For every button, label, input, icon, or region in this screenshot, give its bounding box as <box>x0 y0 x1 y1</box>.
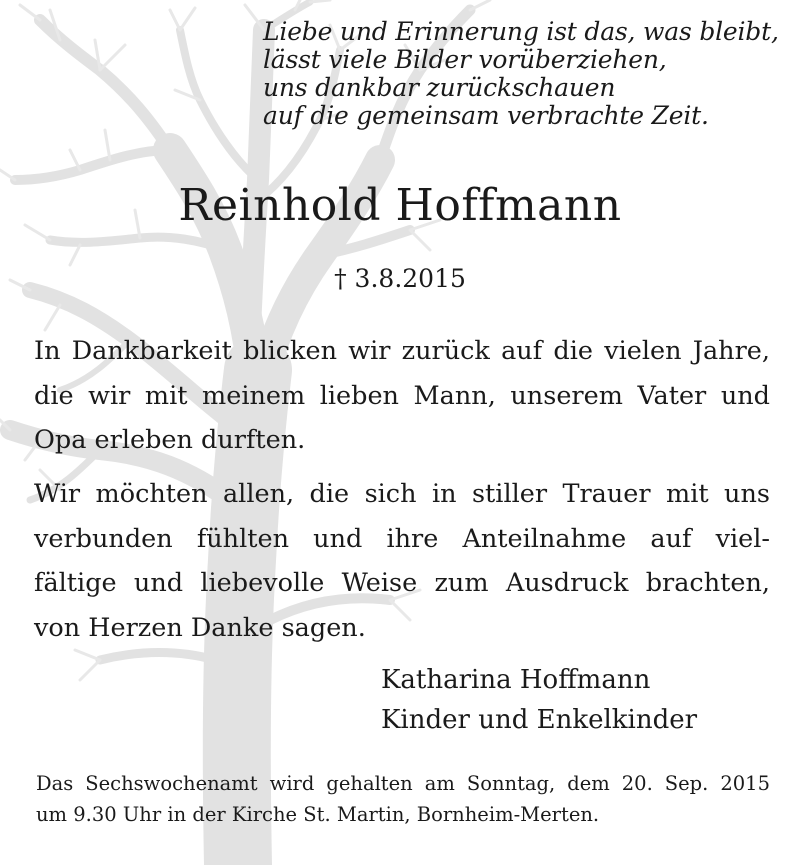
death-date: † 3.8.2015 <box>334 264 466 293</box>
paragraph-line: Wir möchten allen, die sich in stiller Trauer mit uns <box>34 479 770 509</box>
thanks-paragraph-2 <box>34 472 770 650</box>
notice-line: um 9.30 Uhr in der Kirche St. Martin, Bornheim-Merten. <box>36 803 600 826</box>
paragraph-line: verbunden fühlten und ihre Anteilnahme auf viel- <box>34 523 770 554</box>
service-notice <box>36 768 770 830</box>
paragraph-line: Opa erleben durften. <box>34 425 306 455</box>
poem <box>263 18 779 130</box>
poem-line: Liebe und Erinnerung ist das, was bleibt, <box>263 17 779 46</box>
paragraph-line: von Herzen Danke sagen. <box>34 612 366 643</box>
poem-line: auf die gemeinsam verbrachte Zeit. <box>263 101 709 130</box>
thanks-paragraph-1 <box>34 329 770 463</box>
paragraph-line: In Dankbarkeit blicken wir zurück auf die vielen Jahre, <box>34 336 770 366</box>
signer-name: Katharina Hoffmann <box>381 665 651 695</box>
paragraph-line: die wir mit meinem lieben Mann, unserem Vater und <box>34 380 770 411</box>
paragraph-line: fältige und liebevolle Weise zum Ausdruck brachten, <box>34 568 770 598</box>
poem-line: uns dankbar zurückschauen <box>263 73 616 102</box>
signers <box>381 660 697 740</box>
signer-family: Kinder und Enkelkinder <box>381 705 698 735</box>
poem-line: lässt viele Bilder vorüberziehen, <box>263 45 667 74</box>
deceased-name: Reinhold Hoffmann <box>178 180 622 231</box>
notice-line: Das Sechswochenamt wird gehalten am Sonntag, dem 20. Sep. 2015 <box>36 772 770 795</box>
